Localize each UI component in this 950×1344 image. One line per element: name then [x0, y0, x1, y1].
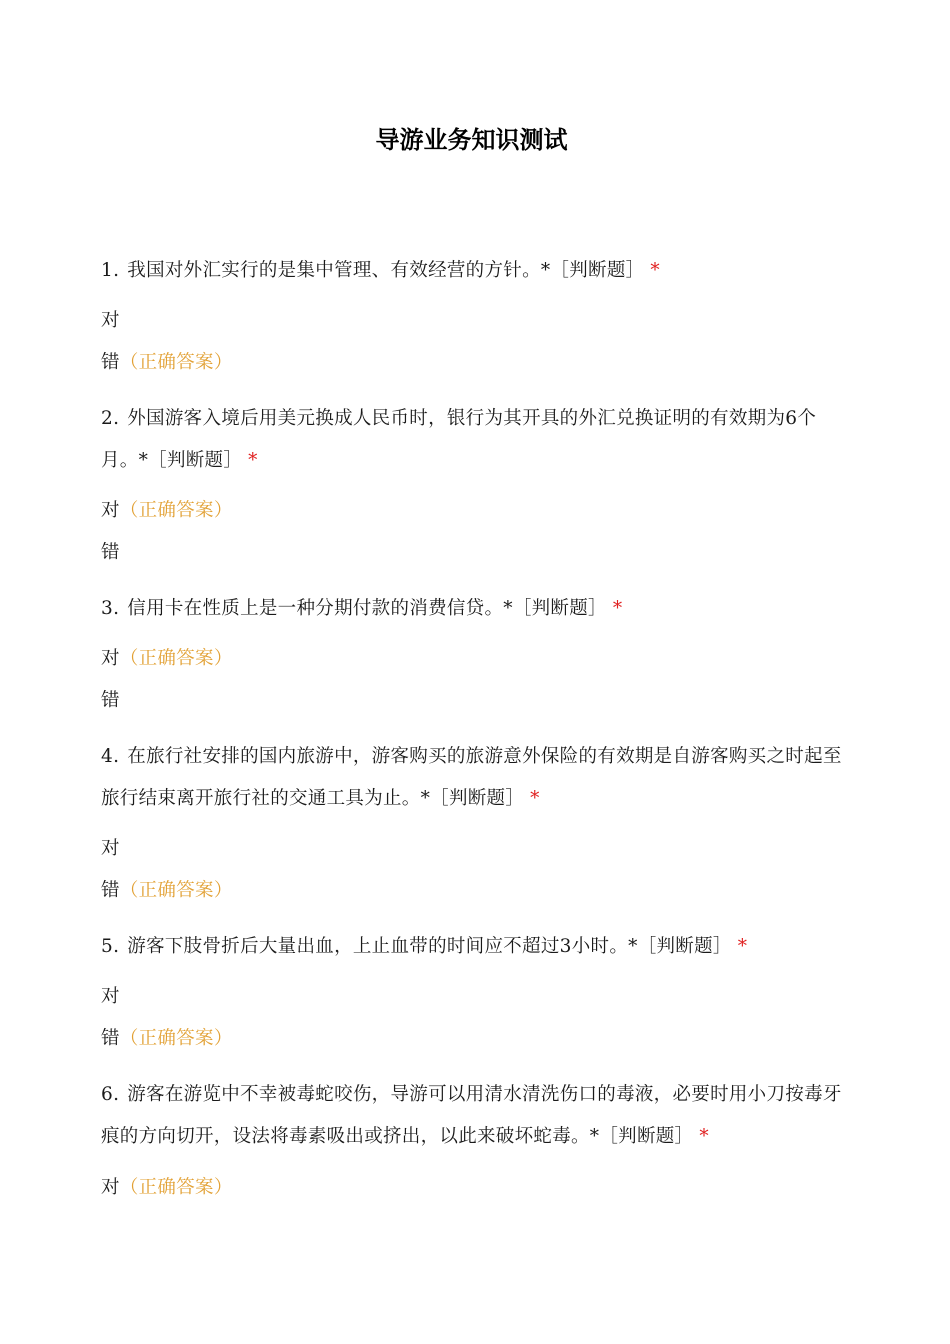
question-text: [101, 398, 843, 482]
correct-answer-note: （正确答案）: [119, 880, 233, 901]
option-row[interactable]: [101, 539, 843, 567]
option-row[interactable]: [101, 1025, 843, 1053]
option-label[interactable]: 对: [101, 648, 120, 669]
question-3: [101, 588, 843, 630]
option-label[interactable]: 对: [101, 1177, 120, 1198]
question-body: 游客下肢骨折后大量出血，上止血带的时间应不超过3小时。*［判断题］: [127, 936, 732, 957]
option-label[interactable]: 错: [101, 352, 120, 373]
option-row[interactable]: [101, 307, 843, 335]
question-number: 2.: [101, 408, 120, 429]
question-number: 3.: [101, 598, 120, 619]
option-row[interactable]: [101, 349, 843, 377]
option-label[interactable]: 错: [101, 542, 120, 563]
question-6: [101, 1074, 843, 1158]
question-4: [101, 736, 843, 820]
option-row[interactable]: [101, 1174, 843, 1202]
page-title: 导游业务知识测试: [375, 126, 568, 154]
required-star: *: [248, 450, 258, 471]
correct-answer-note: （正确答案）: [119, 1177, 233, 1198]
question-number: 4.: [101, 746, 120, 767]
option-row[interactable]: [101, 645, 843, 673]
option-label[interactable]: 错: [101, 1028, 120, 1049]
correct-answer-note: （正确答案）: [119, 1028, 233, 1049]
question-2: [101, 398, 843, 482]
required-star: *: [650, 260, 660, 281]
option-label[interactable]: 错: [101, 690, 120, 711]
required-star: *: [699, 1126, 709, 1147]
option-label[interactable]: 错: [101, 880, 120, 901]
question-text: [101, 1074, 843, 1158]
option-row[interactable]: [101, 497, 843, 525]
required-star: *: [612, 598, 623, 619]
question-body: 外国游客入境后用美元换成人民币时，银行为其开具的外汇兑换证明的有效期为6个月。*［判断题］: [101, 408, 817, 471]
required-star: *: [530, 788, 540, 809]
option-row[interactable]: [101, 983, 843, 1011]
question-text: [101, 250, 843, 292]
required-star: *: [737, 936, 748, 957]
question-body: 在旅行社安排的国内旅游中，游客购买的旅游意外保险的有效期是自游客购买之时起至旅行结束离开旅行社的交通工具为止。*［判断题］: [101, 746, 842, 809]
question-body: 我国对外汇实行的是集中管理、有效经营的方针。*［判断题］: [127, 260, 645, 281]
question-number: 5.: [101, 936, 120, 957]
question-number: 1.: [101, 260, 120, 281]
correct-answer-note: （正确答案）: [119, 648, 233, 669]
question-text: [101, 588, 843, 630]
option-label[interactable]: 对: [101, 310, 120, 331]
question-1: [101, 250, 843, 292]
question-body: 游客在游览中不幸被毒蛇咬伤，导游可以用清水清洗伤口的毒液，必要时用小刀按毒牙痕的方向切开，设法将毒素吸出或挤出，以此来破坏蛇毒。*［判断题］: [101, 1084, 842, 1147]
option-row[interactable]: [101, 687, 843, 715]
correct-answer-note: （正确答案）: [119, 500, 233, 521]
option-row[interactable]: [101, 835, 843, 863]
option-row[interactable]: [101, 877, 843, 905]
question-5: [101, 926, 843, 968]
option-label[interactable]: 对: [101, 986, 120, 1007]
question-body: 信用卡在性质上是一种分期付款的消费信贷。*［判断题］: [127, 598, 607, 619]
option-label[interactable]: 对: [101, 838, 120, 859]
correct-answer-note: （正确答案）: [119, 352, 233, 373]
question-text: [101, 926, 843, 968]
question-number: 6.: [101, 1084, 120, 1105]
option-label[interactable]: 对: [101, 500, 120, 521]
question-text: [101, 736, 843, 820]
